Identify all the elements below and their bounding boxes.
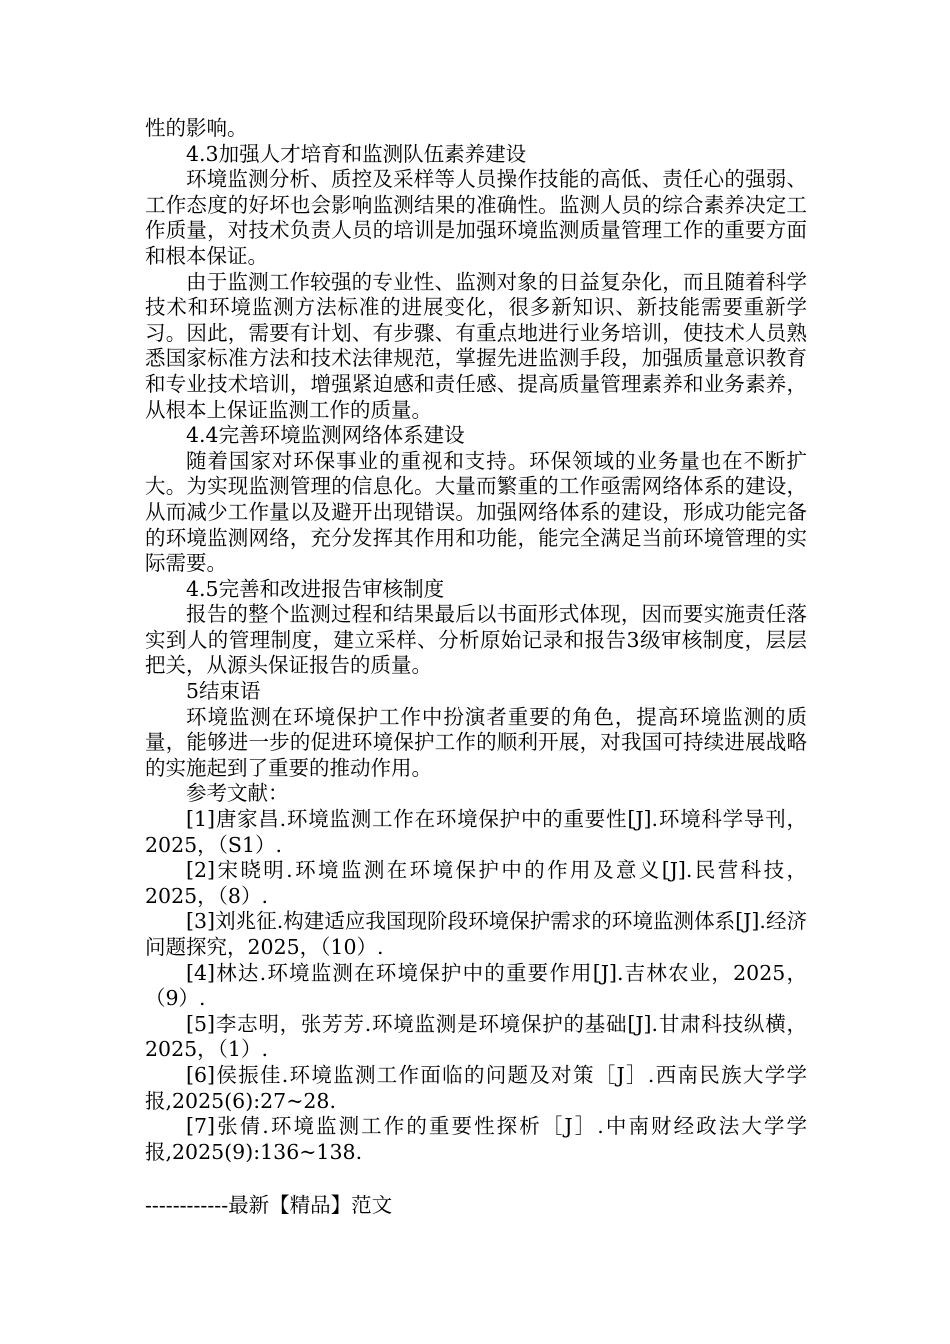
paragraph-continuation: 性的影响。 — [145, 116, 248, 140]
paragraph: 由于监测工作较强的专业性、监测对象的日益复杂化，而且随着科学技术和环境监测方法标准的进展变化，很多新知识、新技能需要重新学习。因此，需要有计划、有步骤、有重点地进行业务培训，使技术人员熟悉国家标准方法和技术法律规范，掌握先进监测手段，加强质量意识教育和专业技术培训，增强紧迫感和责任感、提高质量管理素养和业务素养，从根本上保证监测工作的质量。 — [145, 269, 807, 422]
reference-item: [4]林达.环境监测在环境保护中的重要作用[J].吉林农业，2025，（9）. — [145, 960, 807, 1011]
section-heading-4-3: 4.3加强人才培育和监测队伍素养建设 — [186, 141, 527, 166]
reference-item: [5]李志明，张芳芳.环境监测是环境保护的基础[J].甘肃科技纵横，2025，（1）. — [145, 1011, 807, 1062]
reference-item: [6]侯振佳.环境监测工作面临的问题及对策［J］.西南民族大学学报,2025(6):27~28. — [145, 1062, 807, 1113]
paragraph: 报告的整个监测过程和结果最后以书面形式体现，因而要实施责任落实到人的管理制度，建立采样、分析原始记录和报告3级审核制度，层层把关，从源头保证报告的质量。 — [145, 602, 807, 678]
section-heading-5: 5结束语 — [186, 679, 261, 704]
paragraph: 环境监测分析、质控及采样等人员操作技能的高低、责任心的强弱、工作态度的好坏也会影响监测结果的准确性。监测人员的综合素养决定工作质量，对技术负责人员的培训是加强环境监测质量管理工作的重要方面和根本保证。 — [145, 167, 807, 268]
document-body — [145, 116, 807, 1165]
page-footer: ------------最新【精品】范文 — [145, 1193, 393, 1217]
section-heading-4-4: 4.4完善环境监测网络体系建设 — [186, 423, 465, 448]
references-heading: 参考文献： — [186, 781, 289, 806]
paragraph: 环境监测在环境保护工作中扮演者重要的角色，提高环境监测的质量，能够进一步的促进环境保护工作的顺利开展，对我国可持续进展战略的实施起到了重要的推动作用。 — [145, 704, 807, 780]
reference-item: [7]张倩.环境监测工作的重要性探析［J］.中南财经政法大学学报,2025(9):136~138. — [145, 1114, 807, 1164]
section-heading-4-5: 4.5完善和改进报告审核制度 — [186, 576, 445, 601]
reference-item: [3]刘兆征.构建适应我国现阶段环境保护需求的环境监测体系[J].经济问题探究，2025，（10）. — [145, 909, 807, 959]
reference-item: [1]唐家昌.环境监测工作在环境保护中的重要性[J].环境科学导刊，2025，（S1）. — [145, 807, 807, 857]
paragraph: 随着国家对环保事业的重视和支持。环保领域的业务量也在不断扩大。为实现监测管理的信息化。大量而繁重的工作亟需网络体系的建设，从而减少工作量以及避开出现错误。加强网络体系的建设，形成功能完备的环境监测网络，充分发挥其作用和功能，能完全满足当前环境管理的实际需要。 — [145, 448, 807, 576]
reference-item: [2]宋晓明.环境监测在环境保护中的作用及意义[J].民营科技，2025，（8）. — [145, 858, 807, 908]
